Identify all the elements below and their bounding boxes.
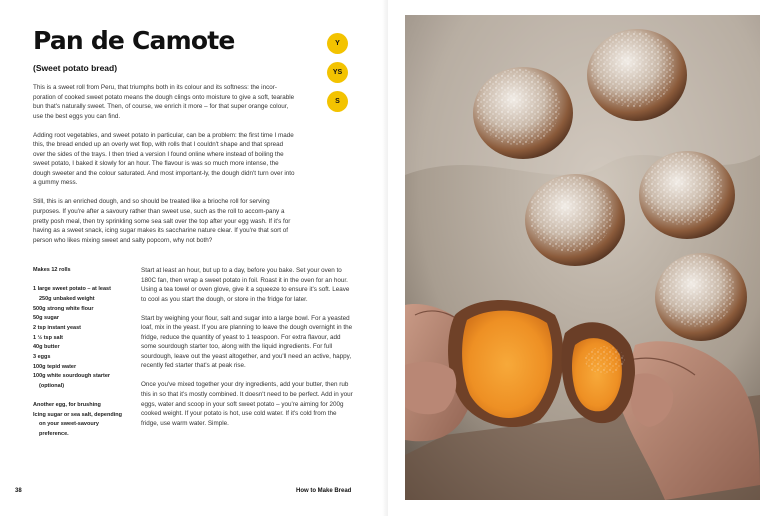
- running-head: How to Make Bread: [296, 488, 352, 494]
- recipe-yield: Makes 12 rolls: [33, 267, 71, 273]
- diet-badges: [327, 33, 349, 120]
- intro-paragraph: This is a sweet roll from Peru, that triumphs both in its colour and its softness: the incor-poration of cooked sweet potato means the dough clings onto moisture to give a soft, tearable bun that's naturally sweet. Then, of course, we enrich it more – for that super orange colour, use the best eggs you can find.: [33, 84, 295, 120]
- bun-5: [655, 253, 747, 341]
- ingredient-item: 100g tepid water: [33, 363, 77, 370]
- badge-y: Y: [327, 33, 348, 54]
- ingredient-item: Another egg, for brushing: [33, 402, 101, 409]
- parchment-fold: [405, 15, 760, 175]
- food-photo: [405, 15, 760, 500]
- intro-paragraph: Still, this is an enriched dough, and so should be treated like a brioche roll for serving purposes. If you're after a savoury rather than sweet use, such as the roll to accom-pany a pretty posh meal, then try sprinkling some sea salt over the top after your egg wash. If it's for having as a sweet snack, icing sugar makes its saccharine nature clear. If you're that sort of person who likes mixing sweet and salty popcorn, why not both?: [33, 198, 291, 244]
- ingredient-item: 1 large sweet potato – at least 250g unbaked weight: [33, 286, 111, 302]
- ingredient-item: 500g strong white flour: [33, 305, 94, 312]
- method-step: Start at least an hour, but up to a day, before you bake. Set your oven to 180C fan, then wrap a sweet potato in foil. Roast it in the oven for an hour. Using a tea towel or oven glove, give it a squeeze to ensure it's soft. Leave to cool as you start the dough, or store in the fridge for later.: [141, 267, 350, 303]
- recipe-subtitle: (Sweet potato bread): [33, 63, 118, 73]
- photo-illustration: [405, 15, 760, 500]
- ingredient-item: 2 tsp instant yeast: [33, 324, 81, 331]
- bun-4: [639, 151, 735, 239]
- badge-ys: YS: [327, 62, 348, 83]
- intro-text: [33, 83, 295, 255]
- recipe-title: Pan de Camote: [33, 26, 235, 55]
- ingredient-item: 40g butter: [33, 344, 60, 351]
- bun-3: [525, 174, 625, 266]
- method-step: Once you've mixed together your dry ingredients, add your butter, then rub this in so that it's mostly combined. It doesn't need to be perfect. Add in your eggs, water and scoop in your soft sweet potato – you're aiming for 200g cooked weight. If your potato is hot, use cold water. If it's cold from the fridge, use warm water. Simple.: [141, 381, 353, 427]
- ingredients-list: [33, 266, 123, 449]
- ingredient-item: 100g white sourdough starter (optional): [33, 373, 111, 389]
- ingredient-group: [33, 401, 123, 440]
- bun-2: [587, 29, 687, 121]
- ingredient-item: 1 ½ tsp salt: [33, 334, 63, 341]
- page-number: 38: [15, 488, 22, 494]
- ingredient-item: 3 eggs: [33, 353, 51, 360]
- ingredient-item: 50g sugar: [33, 315, 59, 322]
- badge-s: S: [327, 91, 348, 112]
- ingredient-group: [33, 285, 123, 391]
- intro-paragraph: Adding root vegetables, and sweet potato in particular, can be a problem: the first time I made this, the bread ended up an overly wet flop, with rolls that I couldn't shape and that spread over the sides of the trays. I then tried a version I found online where instead of boiling the sweet potato, I baked it slowly for an hour. The flavour is was so much more intense, the dough sweeter and the colour saturated. And most important-ly, the dough didn't turn over into a gummy mess.: [33, 131, 295, 187]
- bun-1: [473, 67, 573, 159]
- method-text: [141, 266, 353, 438]
- ingredient-item: Icing sugar or sea salt, depending on your sweet-savoury preference.: [33, 411, 122, 438]
- method-step: Start by weighing your flour, salt and sugar into a large bowl. For a yeasted loaf, mix in the yeast. If you are planning to leave the dough overnight in the fridge, reduce the quantity of yeast to 1 teaspoon. For extra flavour, add some sourdough starter too, along with the liquid ingredients. For full sourdough, leave out the yeast altogether, and you'll need an active, happy, recently fed starter that's at peak rise.: [141, 314, 353, 370]
